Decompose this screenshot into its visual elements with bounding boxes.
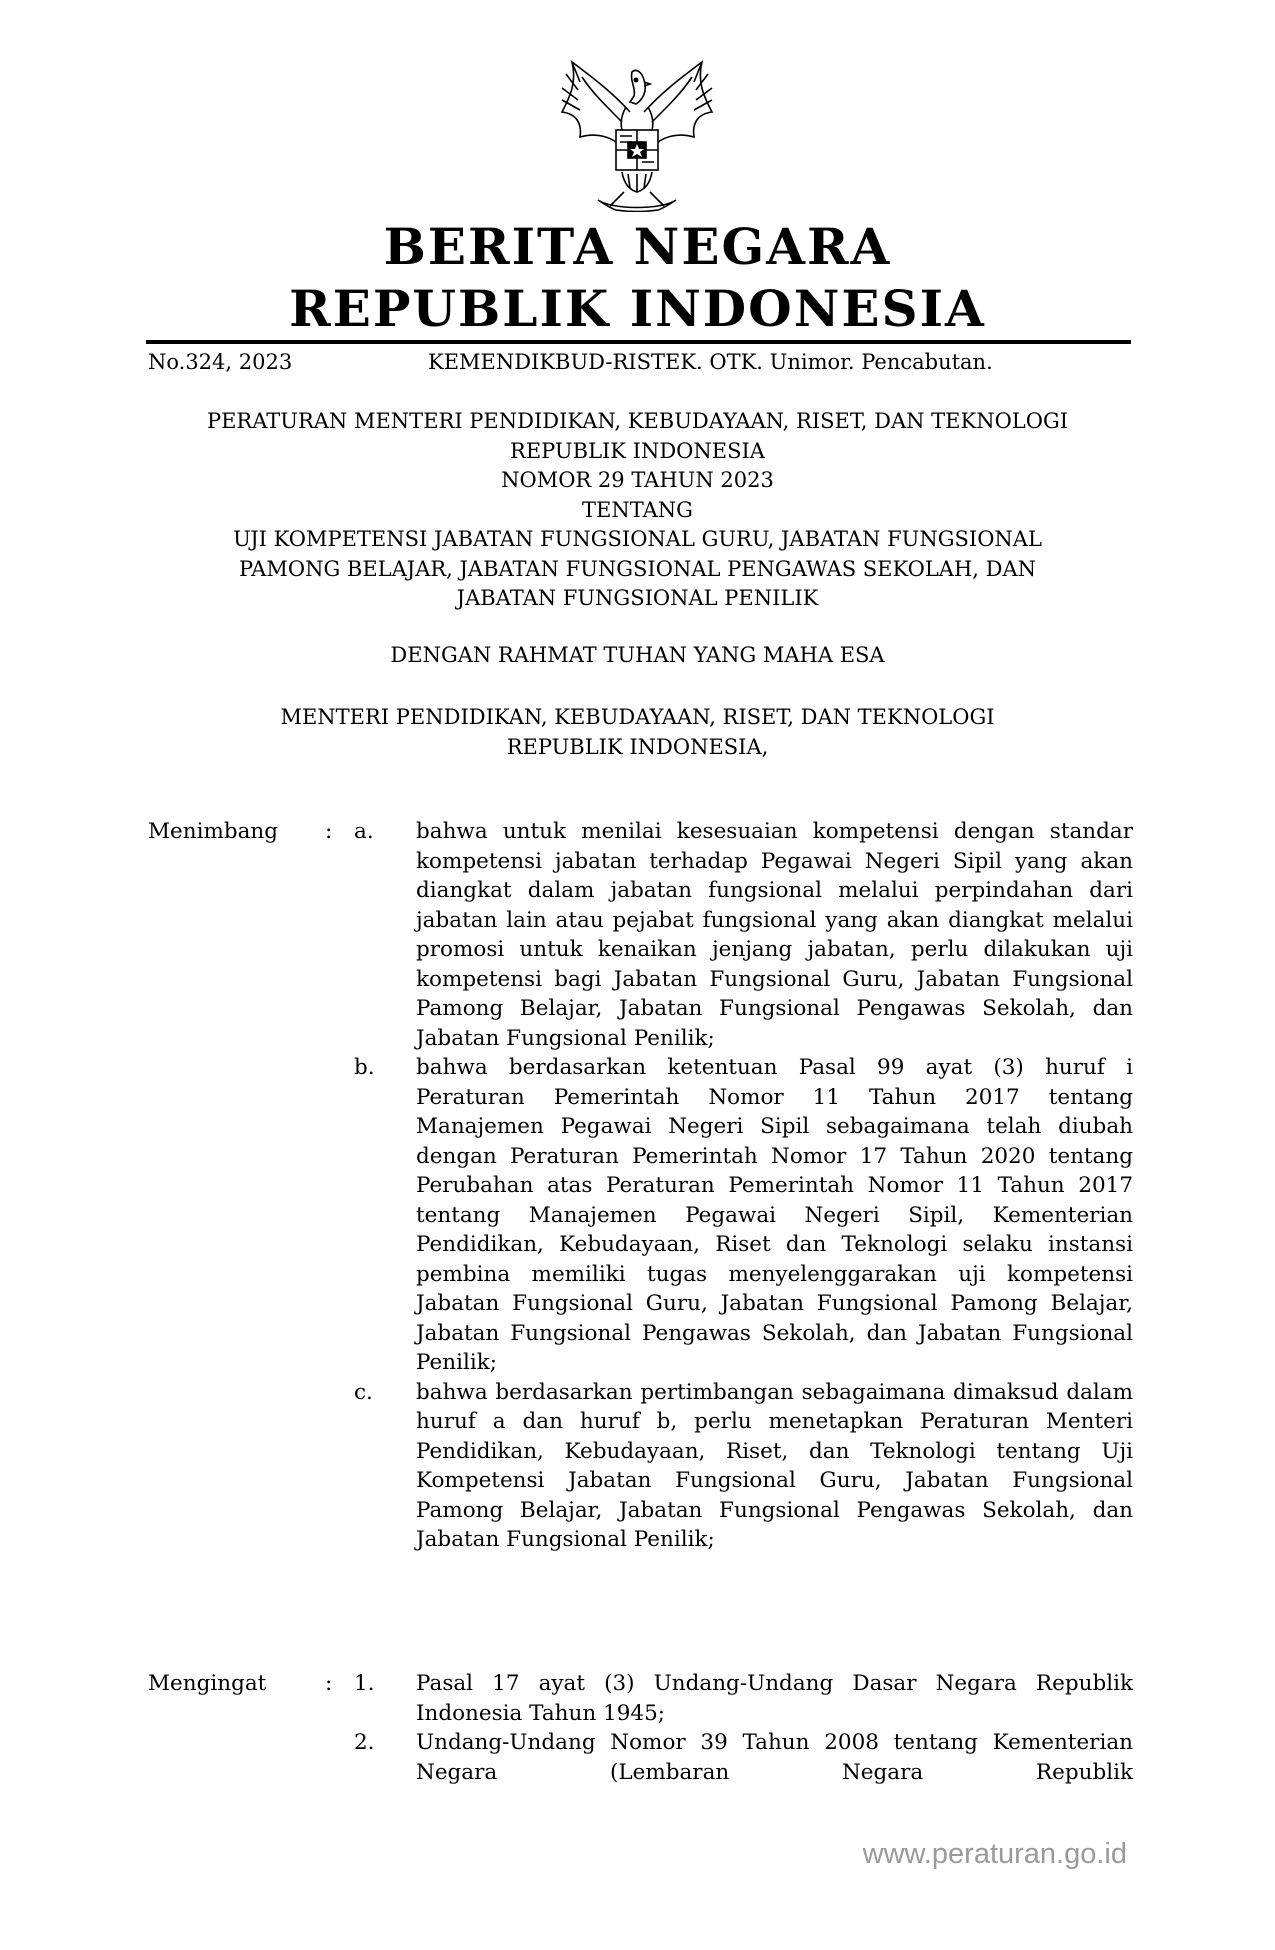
consideration-item <box>148 1378 1133 1555</box>
header-divider <box>146 340 1131 344</box>
item-text: bahwa untuk menilai kesesuaian kompetensi dengan standar kompetensi jabatan terhadap Pegawai Negeri Sipil yang akan diangkat dalam jabatan fungsional melalui perpindahan dari jabatan lain atau pejabat fungsional yang akan diangkat melalui promosi untuk kenaikan jenjang jabatan, perlu dilakukan uji kompetensi bagi Jabatan Fungsional Guru, Jabatan Fungsional Pamong Belajar, Jabatan Fungsional Pengawas Sekolah, dan Jabatan Fungsional Penilik; <box>416 819 1133 1051</box>
item-marker: a. <box>354 819 374 844</box>
item-marker: b. <box>354 1055 375 1080</box>
section-label: Mengingat <box>148 1671 267 1696</box>
menimbang-section <box>148 817 1133 1555</box>
regulation-title-line: PERATURAN MENTERI PENDIDIKAN, KEBUDAYAAN, RISET, DAN TEKNOLOGI <box>206 409 1069 433</box>
item-marker: 2. <box>354 1730 375 1755</box>
blessing-line: DENGAN RAHMAT TUHAN YANG MAHA ESA <box>390 643 885 667</box>
item-text: bahwa berdasarkan ketentuan Pasal 99 ayat (3) huruf i Peraturan Pemerintah Nomor 11 Tahun 2017 tentang Manajemen Pegawai Negeri Sipil sebagaimana telah diubah dengan Peraturan Pemerintah Nomor 17 Tahun 2020 tentang Perubahan atas Peraturan Pemerintah Nomor 11 Tahun 2017 tentang Manajemen Pegawai Negeri Sipil, Kementerian Pendidikan, Kebudayaan, Riset dan Teknologi selaku instansi pembina memiliki tugas menyelenggarakan uji kompetensi Jabatan Fungsional Guru, Jabatan Fungsional Pamong Belajar, Jabatan Fungsional Pengawas Sekolah, dan Jabatan Fungsional Penilik; <box>416 1055 1133 1375</box>
regulation-about: TENTANG <box>582 497 693 522</box>
masthead-line-2: REPUBLIK INDONESIA <box>289 279 986 338</box>
section-colon: : <box>325 819 333 844</box>
item-text: bahwa berdasarkan pertimbangan sebagaimana dimaksud dalam huruf a dan huruf b, perlu menetapkan Peraturan Menteri Pendidikan, Kebudayaan, Riset, dan Teknologi tentang Uji Kompetensi Jabatan Fungsional Guru, Jabatan Fungsional Pamong Belajar, Jabatan Fungsional Pengawas Sekolah, dan Jabatan Fungsional Penilik; <box>416 1379 1133 1552</box>
regulation-subject-line: UJI KOMPETENSI JABATAN FUNGSIONAL GURU, JABATAN FUNGSIONAL <box>233 527 1042 551</box>
section-label: Menimbang <box>148 819 279 844</box>
regulation-subject-line: JABATAN FUNGSIONAL PENILIK <box>456 586 819 610</box>
item-marker: c. <box>354 1379 373 1405</box>
item-text: Pasal 17 ayat (3) Undang-Undang Dasar Negara Republik Indonesia Tahun 1945; <box>416 1671 1133 1726</box>
garuda-emblem-icon <box>552 52 722 212</box>
agency-tags: KEMENDIKBUD-RISTEK. OTK. Unimor. Pencabutan. <box>428 350 993 374</box>
item-marker: 1. <box>354 1671 375 1696</box>
item-text: Undang-Undang Nomor 39 Tahun 2008 tentang Kementerian Negara (Lembaran Negara Republik <box>416 1730 1133 1785</box>
legal-basis-item <box>148 1728 1133 1787</box>
regulation-title <box>100 407 1175 614</box>
section-colon: : <box>325 1671 333 1696</box>
masthead-line-1: BERITA NEGARA <box>383 217 892 276</box>
legal-basis-item <box>148 1669 1133 1728</box>
minister-title-line: REPUBLIK INDONESIA, <box>506 734 769 759</box>
gazette-number: No.324, 2023 <box>148 350 293 374</box>
consideration-item <box>148 817 1133 1053</box>
mengingat-section <box>148 1669 1133 1787</box>
minister-title-line: MENTERI PENDIDIKAN, KEBUDAYAAN, RISET, DAN TEKNOLOGI <box>280 705 995 729</box>
minister-title <box>100 703 1175 762</box>
regulation-number: NOMOR 29 TAHUN 2023 <box>501 468 774 492</box>
website-url: www.peraturan.go.id <box>862 1838 1127 1870</box>
consideration-item <box>148 1053 1133 1378</box>
regulation-subject-line: PAMONG BELAJAR, JABATAN FUNGSIONAL PENGAWAS SEKOLAH, DAN <box>238 556 1036 581</box>
regulation-title-line: REPUBLIK INDONESIA <box>510 438 765 463</box>
